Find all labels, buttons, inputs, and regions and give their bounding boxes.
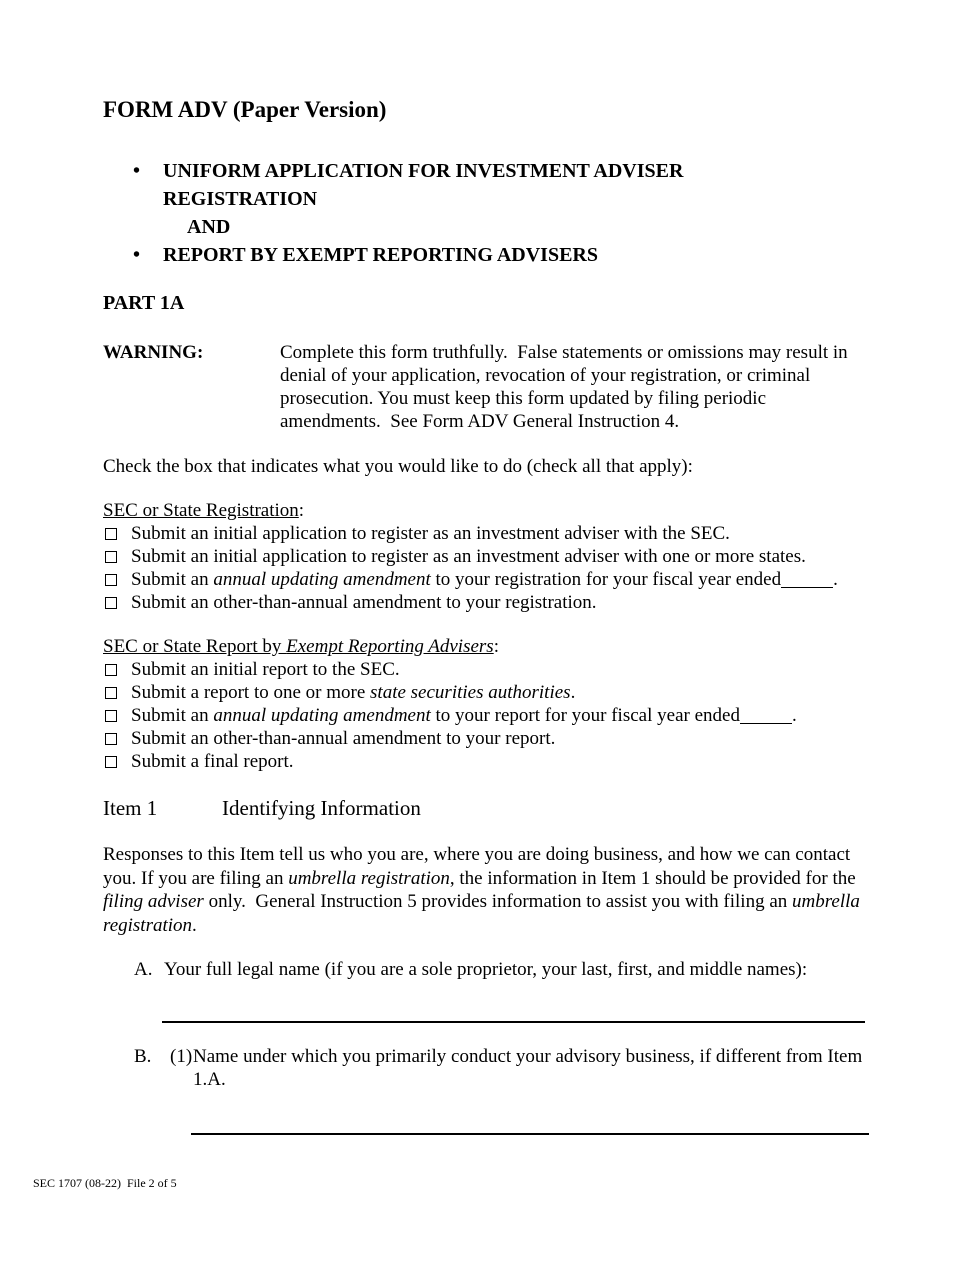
checkbox[interactable] bbox=[105, 574, 117, 586]
checkbox[interactable] bbox=[105, 710, 117, 722]
question-a-text: Your full legal name (if you are a sole proprietor, your last, first, and middle names): bbox=[164, 959, 808, 980]
question-b bbox=[103, 1045, 868, 1091]
checkbox[interactable] bbox=[105, 664, 117, 676]
checkbox-row-initial-application-states bbox=[103, 545, 868, 568]
section-exempt-reporting-advisers bbox=[103, 635, 868, 773]
page-footer: SEC 1707 (08-22) File 2 of 5 bbox=[33, 1176, 177, 1190]
checkbox[interactable] bbox=[105, 551, 117, 563]
checkbox-label: Submit an initial report to the SEC. bbox=[131, 659, 400, 680]
checkbox[interactable] bbox=[105, 733, 117, 745]
warning-text: Complete this form truthfully. False statements or omissions may result in denial of your application, revocation of your registration, or criminal prosecution. You must keep this form updated by filing periodic amendments. See Form ADV General Instruction 4. bbox=[280, 342, 853, 432]
fiscal-year-blank[interactable] bbox=[781, 586, 833, 588]
checkbox-label: Submit an other-than-annual amendment to your registration. bbox=[131, 592, 597, 613]
item1-heading bbox=[103, 795, 868, 821]
check-box-instruction: Check the box that indicates what you would like to do (check all that apply): bbox=[103, 456, 693, 477]
checkbox-label: Submit a final report. bbox=[131, 751, 294, 772]
warning-block bbox=[103, 341, 868, 433]
subtitle-and-text: AND bbox=[187, 216, 231, 238]
subtitle-item-exempt-report bbox=[103, 241, 868, 269]
subtitle-text: UNIFORM APPLICATION FOR INVESTMENT ADVISER REGISTRATION bbox=[163, 160, 684, 210]
checkbox-row-initial-application-sec bbox=[103, 522, 868, 545]
checkbox-row-other-than-annual-report bbox=[103, 727, 868, 750]
question-a-answer-line[interactable] bbox=[162, 1021, 865, 1023]
section-heading: SEC or State Report by Exempt Reporting Advisers: bbox=[103, 636, 499, 657]
warning-label: WARNING: bbox=[103, 342, 204, 363]
checkbox[interactable] bbox=[105, 687, 117, 699]
section-sec-or-state-registration bbox=[103, 499, 868, 614]
bullet-icon: • bbox=[133, 160, 141, 182]
form-title: FORM ADV (Paper Version) bbox=[103, 97, 387, 122]
checkbox-row-annual-updating-amendment-report bbox=[103, 704, 868, 727]
item1-title: Identifying Information bbox=[222, 796, 421, 820]
fiscal-year-blank[interactable] bbox=[740, 722, 792, 724]
question-a-label: A. bbox=[134, 959, 153, 980]
checkbox[interactable] bbox=[105, 756, 117, 768]
checkbox-row-initial-report-sec bbox=[103, 658, 868, 681]
question-b-answer-line[interactable] bbox=[191, 1133, 869, 1135]
question-b-label: B. bbox=[134, 1046, 152, 1067]
checkbox-row-report-state-authorities bbox=[103, 681, 868, 704]
bullet-icon: • bbox=[133, 244, 141, 266]
section-heading: SEC or State Registration: bbox=[103, 500, 305, 521]
part-1a-heading: PART 1A bbox=[103, 292, 185, 314]
question-b-number: (1) bbox=[170, 1046, 193, 1067]
checkbox-label: Submit an initial application to register as an investment adviser with one or more states. bbox=[131, 546, 806, 567]
subtitle-text: REPORT BY EXEMPT REPORTING ADVISERS bbox=[163, 244, 598, 266]
checkbox[interactable] bbox=[105, 597, 117, 609]
checkbox[interactable] bbox=[105, 528, 117, 540]
checkbox-label: Submit an initial application to register as an investment adviser with the SEC. bbox=[131, 523, 730, 544]
checkbox-label: Submit an annual updating amendment to your registration for your fiscal year ended . bbox=[131, 569, 838, 590]
form-subtitle-list bbox=[103, 157, 868, 269]
item1-label: Item 1 bbox=[103, 796, 158, 820]
item1-intro-paragraph: Responses to this Item tell us who you are, where you are doing business, and how we can contact you. If you are filing an umbrella registration, the information in Item 1 should be provided for the filing adviser only. General Instruction 5 provides information to assist you with filing an umbrella registration. bbox=[103, 844, 865, 936]
subtitle-item-registration bbox=[103, 157, 868, 241]
checkbox-row-annual-updating-amendment-registration bbox=[103, 568, 868, 591]
checkbox-row-final-report bbox=[103, 750, 868, 773]
checkbox-label: Submit an annual updating amendment to your report for your fiscal year ended . bbox=[131, 705, 797, 726]
checkbox-label: Submit an other-than-annual amendment to your report. bbox=[131, 728, 556, 749]
checkbox-row-other-than-annual-registration bbox=[103, 591, 868, 614]
checkbox-label: Submit a report to one or more state securities authorities. bbox=[131, 682, 576, 703]
question-b-text: Name under which you primarily conduct your advisory business, if different from Item 1.A. bbox=[193, 1046, 863, 1090]
question-a bbox=[103, 958, 868, 981]
